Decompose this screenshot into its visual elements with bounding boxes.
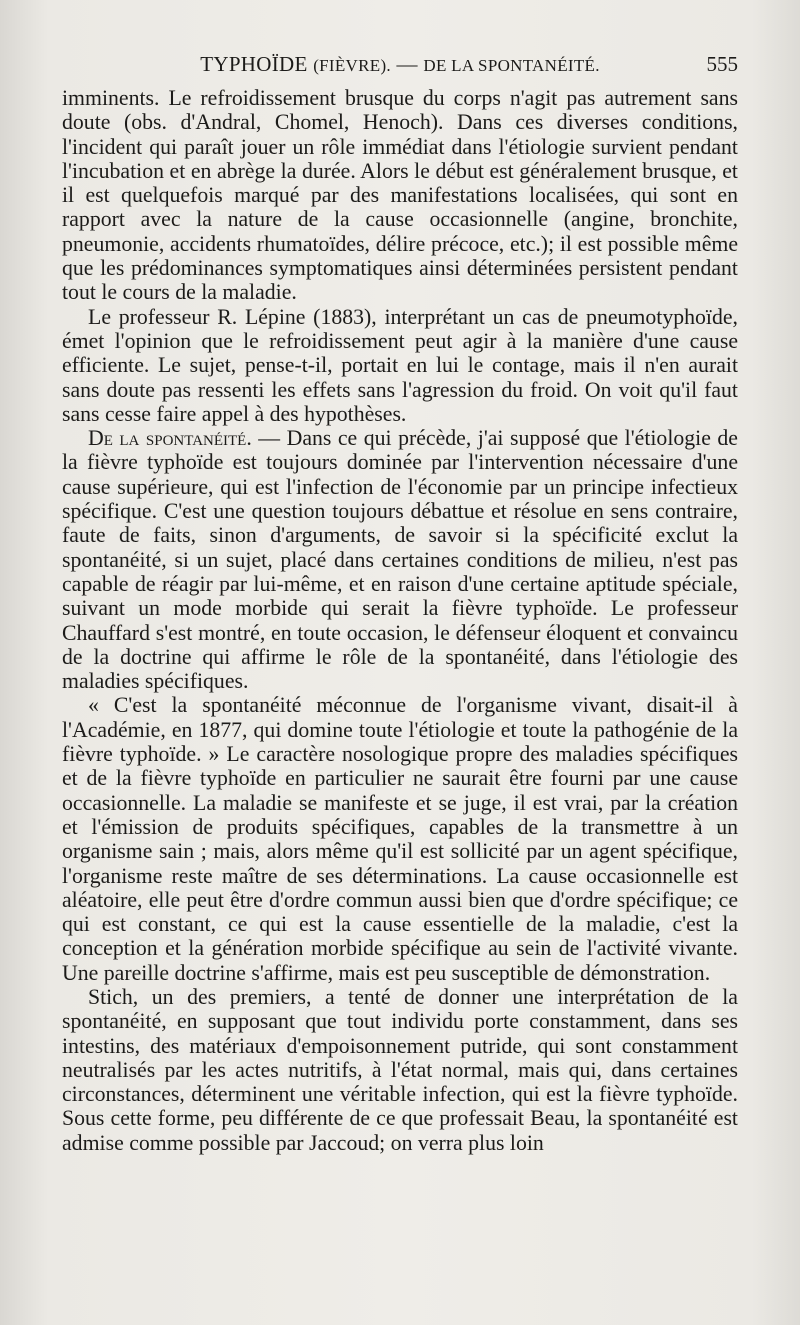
body-text bbox=[62, 86, 738, 1155]
paragraph-2: Le professeur R. Lépine (1883), interprétant un cas de pneumotyphoïde, émet l'opinion que le refroidissement peut agir à la manière d'une cause efficiente. Le sujet, pense-t-il, portait en lui le contage, mais il n'en aurait sans doute pas ressenti les effets sans l'agression du froid. On voit qu'il faut sans cesse faire appel à des hypothèses. bbox=[62, 304, 738, 426]
paragraph-4: « C'est la spontanéité méconnue de l'organisme vivant, disait-il à l'Académie, en 1877, qui domine toute l'étiologie et toute la pathogénie de la fièvre typhoïde. » Le caractère nosologique propre des maladies spécifiques et de la fièvre typhoïde en particulier ne saurait être fourni par une cause occasionnelle. La maladie se manifeste et se juge, il est vrai, par la création et l'émission de produits spécifiques, capables de la transmettre à un organisme sain ; mais, alors même qu'il est sollicité par un agent spécifique, l'organisme reste maître de ses déterminations. La cause occasionnelle est aléatoire, elle peut être d'ordre commun aussi bien que d'ordre spécifique; ce qui est constant, ce qui est la cause essentielle de la maladie, c'est la conception et la génération morbide spécifique au sein de l'activité vivante. Une pareille doctrine s'affirme, mais est peu susceptible de démonstration. bbox=[62, 693, 738, 985]
paragraph-3 bbox=[62, 426, 738, 693]
title-main: TYPHOÏDE bbox=[200, 52, 308, 76]
running-title bbox=[62, 52, 738, 77]
running-header bbox=[62, 52, 738, 82]
title-section: DE LA SPONTANÉITÉ. bbox=[423, 56, 600, 75]
title-paren: (FIÈVRE). bbox=[313, 56, 391, 75]
title-dash: — bbox=[390, 52, 424, 76]
section-heading: De la spontanéité. bbox=[88, 426, 252, 451]
paragraph-5: Stich, un des premiers, a tenté de donner une interprétation de la spontanéité, en supposant que tout individu porte constamment, dans ses intestins, des matériaux d'empoisonnement putride, qui sont constamment neutralisés par les actes nutritifs, à l'état normal, mais qui, dans certaines circonstances, déterminent une véritable infection, qui est la fièvre typhoïde. Sous cette forme, peu différente de ce que professait Beau, la spontanéité est admise comme possible par Jaccoud; on verra plus loin bbox=[62, 984, 738, 1155]
page-number: 555 bbox=[706, 52, 738, 76]
paragraph-1: imminents. Le refroidissement brusque du corps n'agit pas autrement sans doute (obs. d'Andral, Chomel, Henoch). Dans ces diverses conditions, l'incident qui paraît jouer un rôle immédiat dans l'étiologie survient pendant l'incubation et en abrège la durée. Alors le début est généralement brusque, et il est quelquefois marqué par des manifestations localisées, qui sont en rapport avec la nature de la cause occasionnelle (angine, bronchite, pneumonie, accidents rhumatoïdes, délire précoce, etc.); il est possible même que les prédominances symptomatiques ainsi déterminées persistent pendant tout le cours de la maladie. bbox=[62, 86, 738, 305]
paragraph-3-text: — Dans ce qui précède, j'ai supposé que l'étiologie de la fièvre typhoïde est toujours dominée par l'intervention nécessaire d'une cause supérieure, qui est l'infection de l'économie par un principe infectieux spécifique. C'est une question toujours débattue et résolue en sens contraire, faute de faits, sinon d'arguments, de savoir si la spécificité exclut la spontanéité, si un sujet, placé dans certaines conditions de milieu, n'est pas capable de réagir par lui-même, et en raison d'une certaine aptitude spéciale, suivant un mode morbide qui serait la fièvre typhoïde. Le professeur Chauffard s'est montré, en toute occasion, le défenseur éloquent et convaincu de la doctrine qui affirme le rôle de la spontanéité, dans l'étiologie des maladies spécifiques. bbox=[62, 426, 738, 694]
